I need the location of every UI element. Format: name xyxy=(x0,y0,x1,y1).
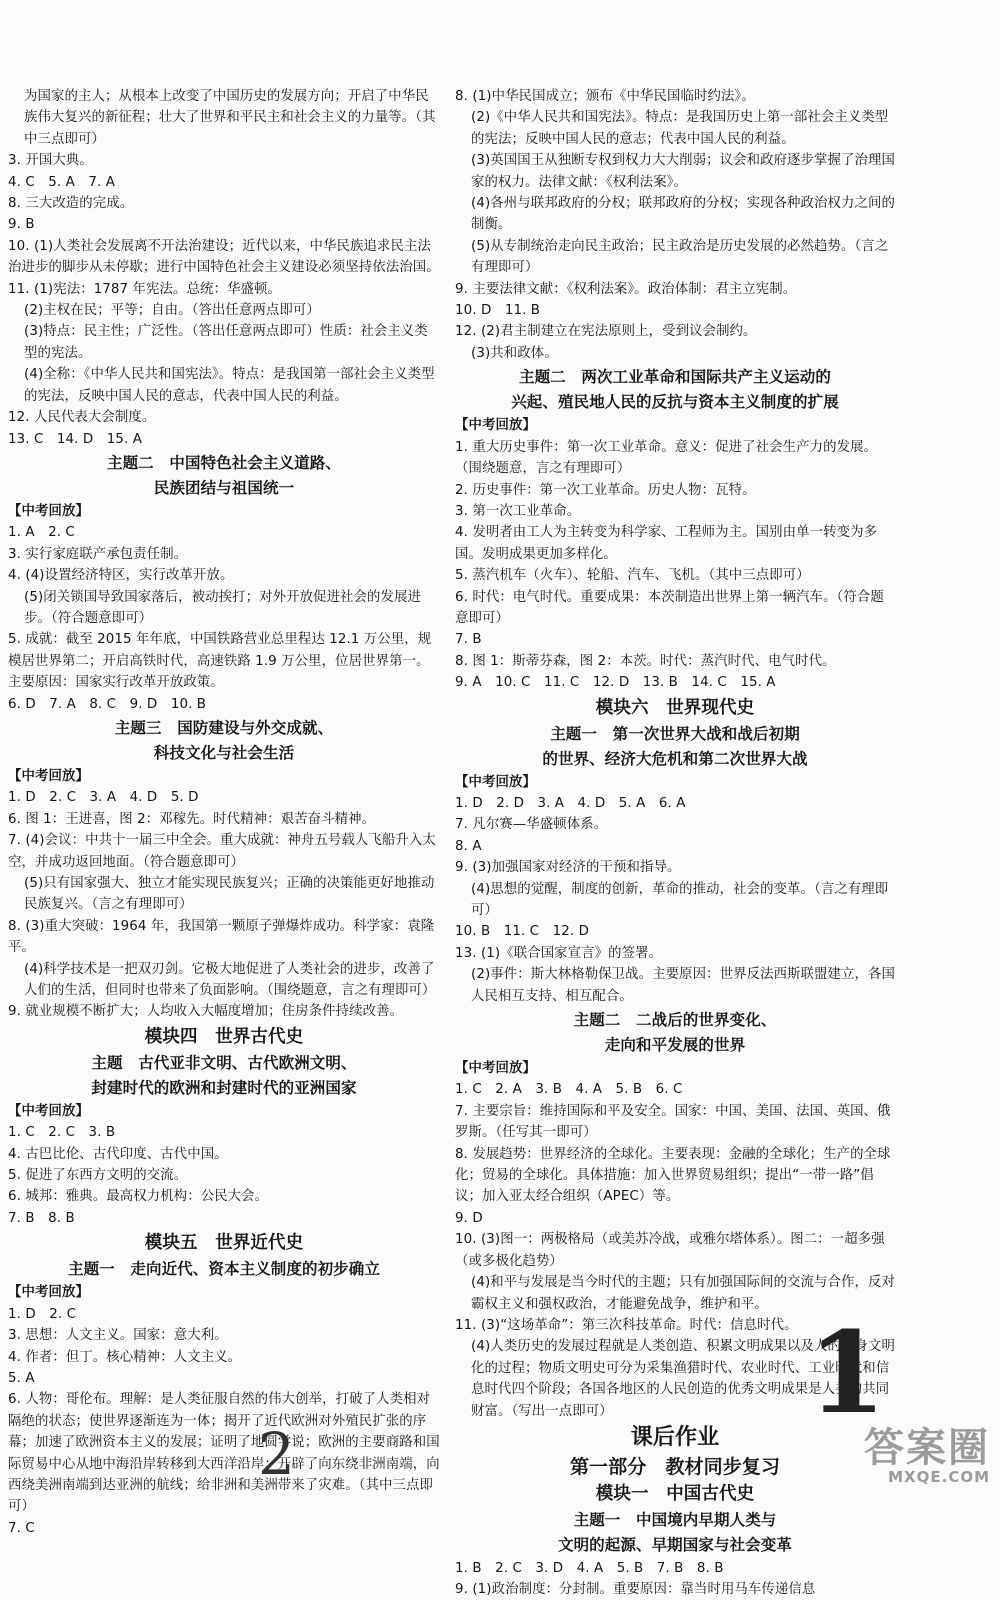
section-heading: 模块五 世界近代史 xyxy=(144,1233,304,1254)
answer-line: (4)和平与发展是当今时代的主题；只有加强国际间的交流与合作，反对霸权主义和强权政治，才能避免战争，维护和平。 xyxy=(471,1275,895,1312)
section-heading: 兴起、殖民地人民的反抗与资本主义制度的扩展 xyxy=(511,393,839,412)
answer-line: 2. 历史事件：第一次工业革命。历史人物：瓦特。 xyxy=(455,482,756,498)
answer-line: 1. A 2. C xyxy=(8,525,75,541)
answer-line: 8. A xyxy=(455,838,482,854)
section-label: 【中考回放】 xyxy=(8,1103,89,1119)
section-heading: 模块六 世界现代史 xyxy=(595,697,755,718)
answer-line: (2)事件：斯大林格勒保卫战。主要原因：世界反法西斯联盟建立，各国人民相互支持、相互配合。 xyxy=(471,967,895,1004)
answer-line: 为国家的主人；从根本上改变了中国历史的发展方向；开启了中华民族伟大复兴的新征程；壮大了世界和平民主和社会主义的力量等。（其中三点即可） xyxy=(24,89,436,147)
answer-line: (3)英国国王从独断专权到权力大大削弱；议会和政府逐步掌握了治理国家的权力。法律文献：《权利法案》。 xyxy=(471,153,895,190)
answer-line: 1. D 2. C xyxy=(8,1306,77,1322)
answer-line: 10. (3)图一：两极格局（或美苏冷战，或雅尔塔体系）。图二：一超多强（或多极化趋势） xyxy=(455,1232,885,1269)
answer-line: 6. D 7. A 8. C 9. D 10. B xyxy=(8,696,207,712)
handwritten-mark: 2 xyxy=(258,1420,295,1488)
answer-line: 7. B 8. B xyxy=(8,1210,75,1226)
answer-line: 5. 促进了东西方文明的交流。 xyxy=(8,1168,188,1184)
answer-line: 4. 作者：但丁。核心精神：人文主义。 xyxy=(8,1349,242,1365)
answer-line: (3)共和政体。 xyxy=(471,345,558,361)
answer-line: 9. 就业规模不断扩大；人均收入大幅度增加；住房条件持续改善。 xyxy=(8,1004,404,1020)
section-heading: 科技文化与社会生活 xyxy=(153,743,295,762)
answer-line: 13. C 14. D 15. A xyxy=(8,431,142,447)
answer-line: 1. 重大历史事件：第一次工业革命。意义：促进了社会生产力的发展。（围绕题意，言之有理即可） xyxy=(455,439,878,477)
section-heading: 的世界、经济大危机和第二次世界大战 xyxy=(542,749,808,768)
answer-line: 1. C 2. A 3. B 4. A 5. B 6. C xyxy=(455,1082,683,1098)
section-heading: 模块四 世界古代史 xyxy=(144,1026,304,1047)
answer-line: (5)从专制统治走向民主政治；民主政治是历史发展的必然趋势。（言之有理即可） xyxy=(471,238,889,276)
answer-line: 9. (3)加强国家对经济的干预和指导。 xyxy=(455,860,681,876)
watermark xyxy=(864,1425,990,1486)
answer-line: 4. 发明者由工人为主转变为科学家、工程师为主。国别由单一转变为多国。发明成果更加多样化。 xyxy=(455,525,878,562)
answer-line: (5)闭关锁国导致国家落后，被动挨打；对外开放促进社会的发展进步。（符合题意即可） xyxy=(24,589,422,626)
answer-line: 9. D xyxy=(455,1210,483,1226)
answer-line: 4. (4)设置经济特区，实行改革开放。 xyxy=(8,568,234,584)
answer-line: 8. (3)重大突破：1964 年，我国第一颗原子弹爆炸成功。科学家：袁隆平。 xyxy=(8,918,435,956)
section-heading: 主题二 二战后的世界变化、 xyxy=(573,1011,777,1030)
answer-line: (4)各州与联邦政府的分权；联邦政府的分权；实现各种政治权力之间的制衡。 xyxy=(471,196,895,233)
answer-line: (3)特点：民主性；广泛性。（答出任意两点即可）性质：社会主义类型的宪法。 xyxy=(24,324,428,361)
answer-line: 5. A xyxy=(8,1370,35,1386)
section-heading: 主题三 国防建设与外交成就、 xyxy=(114,718,334,737)
answer-line: 6. 图 1：王进喜，图 2：邓稼先。时代精神：艰苦奋斗精神。 xyxy=(8,811,376,827)
watermark-title: 答案圈 xyxy=(864,1425,990,1471)
answer-line: 13. (1)《联合国家宣言》的签署。 xyxy=(455,945,663,961)
answer-line: 3. 实行家庭联产承包责任制。 xyxy=(8,546,188,562)
answer-line: 12. (2)君主制建立在宪法原则上，受到议会制约。 xyxy=(455,324,757,340)
section-heading: 文明的起源、早期国家与社会变革 xyxy=(557,1535,792,1554)
answer-line: 4. 古巴比伦、古代印度、古代中国。 xyxy=(8,1146,228,1162)
answer-line: 8. 图 1：斯蒂芬森，图 2：本茨。时代：蒸汽时代、电气时代。 xyxy=(455,653,836,669)
answer-line: 7. C xyxy=(8,1520,35,1536)
section-heading: 主题二 中国特色社会主义道路、 xyxy=(106,453,341,472)
section-label: 【中考回放】 xyxy=(8,768,89,784)
answer-line: 3. 第一次工业革命。 xyxy=(455,503,581,519)
section-heading: 第一部分 教材同步复习 xyxy=(569,1455,781,1478)
answer-line: 1. D 2. D 3. A 4. D 5. A 6. A xyxy=(455,795,686,811)
answer-line: (2)主权在民；平等；自由。（答出任意两点即可） xyxy=(24,303,320,319)
answer-line: 7. B xyxy=(455,632,482,648)
answer-line: 3. 思想：人文主义。国家：意大利。 xyxy=(8,1328,228,1344)
section-heading: 主题一 走向近代、资本主义制度的初步确立 xyxy=(67,1260,380,1279)
answer-line: 9. (1)政治制度：分封制。重要原因：靠当时用马车传递信息 xyxy=(455,1582,816,1598)
answer-line: 10. D 11. B xyxy=(455,303,541,319)
answer-line: 12. 人民代表大会制度。 xyxy=(8,410,156,426)
section-heading: 主题 古代亚非文明、古代欧洲文明、 xyxy=(91,1053,357,1072)
section-heading: 主题二 两次工业革命和国际共产主义运动的 xyxy=(518,368,831,387)
answer-line: 1. D 2. C 3. A 4. D 5. D xyxy=(8,790,199,806)
answer-line: 8. (1)中华民国成立；颁布《中华民国临时约法》。 xyxy=(455,89,755,104)
answer-line: 10. (1)人类社会发展离不开法治建设；近代以来，中华民族追求民主法治进步的脚步从未停歇；进行中国特色社会主义建设必须坚持依法治国。 xyxy=(8,238,440,276)
section-heading: 主题一 中国境内早期人类与 xyxy=(573,1510,777,1529)
section-label: 【中考回放】 xyxy=(455,774,536,790)
answer-line: (2)《中华人民共和国宪法》。特点：是我国历史上第一部社会主义类型的宪法；反映中国人民的意志；代表中国人民的利益。 xyxy=(471,110,889,147)
answer-line: 1. C 2. C 3. B xyxy=(8,1125,116,1141)
chapter-number: 1 xyxy=(808,1308,886,1439)
answer-line: 4. C 5. A 7. A xyxy=(8,174,115,190)
answer-line: 9. 主要法律文献：《权利法案》。政治体制：君主立宪制。 xyxy=(455,281,797,297)
section-heading: 模块一 中国古代史 xyxy=(595,1483,755,1504)
answer-line: 8. 发展趋势：世界经济的全球化。主要表现：金融的全球化；生产的全球化；贸易的全球化。具体措施：加入世界贸易组织；提出“一带一路”倡议；加入亚太经合组织（APEC）等。 xyxy=(455,1146,891,1205)
section-heading: 课后作业 xyxy=(630,1424,720,1450)
answer-line: 6. 人物：哥伦布。理解：是人类征服自然的伟大创举，打破了人类相对隔绝的状态；使世界逐渐连为一体；揭开了近代欧洲对外殖民扩张的序幕；加速了欧洲资本主义的发展；证明了地圆学说；欧洲的主要商路和国际贸易中心从地中海沿岸转移到大西洋沿岸；开辟了向东绕非洲南端，向西绕美洲南端到达亚洲的航线；给非洲和美洲带来了灾难。（其中三点即可） xyxy=(8,1392,440,1515)
section-heading: 封建时代的欧洲和封建时代的亚洲国家 xyxy=(91,1078,357,1097)
answer-line: 1. B 2. C 3. D 4. A 5. B 7. B 8. B xyxy=(455,1560,724,1576)
answer-line: 7. 主要宗旨：维持国际和平及安全。国家：中国、美国、法国、英国、俄罗斯。（任写其一即可） xyxy=(455,1103,891,1141)
watermark-url: MXQE.COM xyxy=(888,1468,990,1486)
answer-line: 9. A 10. C 11. C 12. D 13. B 14. C 15. A xyxy=(455,675,776,691)
answer-line: 11. (3)“这场革命”：第三次科技革命。时代：信息时代。 xyxy=(455,1317,798,1333)
section-heading: 民族团结与祖国统一 xyxy=(153,478,295,497)
section-label: 【中考回放】 xyxy=(455,418,536,434)
answer-line: (5)只有国家强大、独立才能实现民族复兴；正确的决策能更好地推动民族复兴。（言之有理即可） xyxy=(24,876,435,913)
section-label: 【中考回放】 xyxy=(8,1285,89,1301)
answer-line: 7. 凡尔赛—华盛顿体系。 xyxy=(455,817,608,833)
section-label: 【中考回放】 xyxy=(8,503,89,519)
answer-line: (4)全称：《中华人民共和国宪法》。特点：是我国第一部社会主义类型的宪法，反映中国人民的意志，代表中国人民的利益。 xyxy=(24,367,435,404)
answer-line: 6. 城邦：雅典。最高权力机构：公民大会。 xyxy=(8,1189,269,1205)
answer-line: 6. 时代：电气时代。重要成果：本茨制造出世界上第一辆汽车。（符合题意即可） xyxy=(455,589,884,626)
answer-line: (4)思想的觉醒，制度的创新，革命的推动，社会的变革。（言之有理即可） xyxy=(471,881,889,918)
answer-line: 3. 开国大典。 xyxy=(8,153,93,169)
left-column xyxy=(8,86,440,1539)
answer-line: 10. B 11. C 12. D xyxy=(455,924,589,940)
section-heading: 主题一 第一次世界大战和战后初期 xyxy=(550,724,800,743)
section-label: 【中考回放】 xyxy=(455,1061,536,1077)
answer-line: 11. (1)宪法：1787 年宪法。总统：华盛顿。 xyxy=(8,281,281,297)
answer-line: 9. B xyxy=(8,217,35,233)
answer-line: 5. 成就：截至 2015 年年底，中国铁路营业总里程达 12.1 万公里，规模居世界第二；开启高铁时代，高速铁路 1.9 万公里，位居世界第一。主要原因：国家实行改革开放政策。 xyxy=(8,632,432,691)
answer-line: 8. 三大改造的完成。 xyxy=(8,196,134,212)
answer-line: (4)人类历史的发展过程就是人类创造、积累文明成果以及人的自身文明化的过程；物质文明史可分为采集渔猎时代、农业时代、工业时代和信息时代四个阶段；各国各地区的人民创造的优秀文明成果是人类的共同财富。（写出一点即可） xyxy=(471,1339,895,1419)
answer-line: 5. 蒸汽机车（火车）、轮船、汽车、飞机。（其中三点即可） xyxy=(455,568,810,584)
answer-line: 7. (4)会议：中共十一届三中全会。重大成就：神舟五号载人飞船升入太空，并成功返回地面。（符合题意即可） xyxy=(8,833,436,870)
section-heading: 走向和平发展的世界 xyxy=(604,1036,746,1055)
answer-line: (4)科学技术是一把双刃剑。它极大地促进了人类社会的进步，改善了人们的生活，但同时也带来了负面影响。（围绕题意，言之有理即可） xyxy=(24,961,436,999)
